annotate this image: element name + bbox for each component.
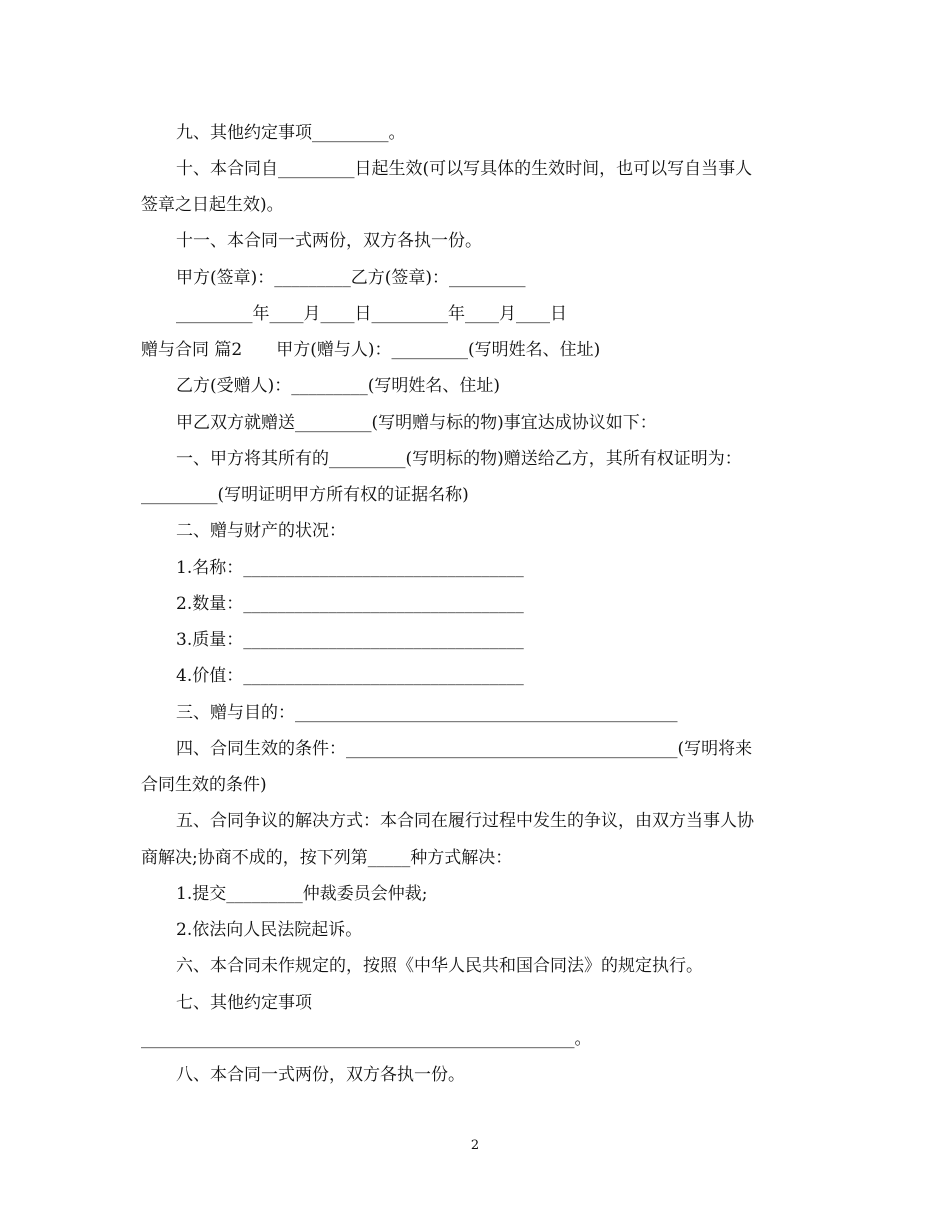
clause-5-continuation: 商解决;协商不成的，按下列第_____种方式解决： xyxy=(141,848,513,868)
clause-8-copies: 八、本合同一式两份，双方各执一份。 xyxy=(176,1065,465,1085)
agreement-intro: 甲乙双方就赠送_________(写明赠与标的物)事宜达成协议如下： xyxy=(176,413,657,433)
clause-3-purpose: 三、赠与目的：_____________________________________________ xyxy=(176,703,678,723)
dispute-option-arbitration: 1.提交_________仲裁委员会仲裁; xyxy=(176,884,428,904)
clause-10-effective-date: 十、本合同自_________日起生效(可以写具体的生效时间，也可以写自当事人 xyxy=(176,159,753,179)
party-b-line: 乙方(受赠人)：_________(写明姓名、住址) xyxy=(176,376,501,396)
page-number: 2 xyxy=(470,1138,480,1153)
signature-line: 甲方(签章)：_________乙方(签章)：_________ xyxy=(176,268,526,288)
property-value-field: 4.价值：_________________________________ xyxy=(176,666,524,686)
date-line: _________年____月____日_________年____月____日 xyxy=(176,304,567,324)
property-name-field: 1.名称：_________________________________ xyxy=(176,558,524,578)
clause-4-conditions: 四、合同生效的条件：_______________________________________(写明将来 xyxy=(176,739,753,759)
clause-2-property-status: 二、赠与财产的状况： xyxy=(176,521,346,541)
property-quality-field: 3.质量：_________________________________ xyxy=(176,630,524,650)
clause-10-continuation: 签章之日起生效)。 xyxy=(141,195,284,215)
clause-7-other-matters: 七、其他约定事项 xyxy=(176,993,312,1013)
clause-9-other-matters: 九、其他约定事项_________。 xyxy=(176,123,406,143)
clause-6-contract-law: 六、本合同未作规定的，按照《中华人民共和国合同法》的规定执行。 xyxy=(176,956,703,976)
clause-1-continuation: _________(写明证明甲方所有权的证据名称) xyxy=(141,485,469,505)
property-quantity-field: 2.数量：_________________________________ xyxy=(176,594,524,614)
clause-4-continuation: 合同生效的条件) xyxy=(141,775,267,795)
clause-11-copies: 十一、本合同一式两份，双方各执一份。 xyxy=(176,231,482,251)
clause-1-gift-item: 一、甲方将其所有的_________(写明标的物)赠送给乙方，其所有权证明为： xyxy=(176,449,742,469)
contract-2-heading-party-a: 赠与合同 篇2 甲方(赠与人)：_________(写明姓名、住址) xyxy=(141,340,601,360)
clause-7-blank-line: ___________________________________________________。 xyxy=(141,1029,592,1049)
dispute-option-court: 2.依法向人民法院起诉。 xyxy=(176,920,363,940)
clause-5-dispute: 五、合同争议的解决方式：本合同在履行过程中发生的争议，由双方当事人协 xyxy=(176,811,754,831)
